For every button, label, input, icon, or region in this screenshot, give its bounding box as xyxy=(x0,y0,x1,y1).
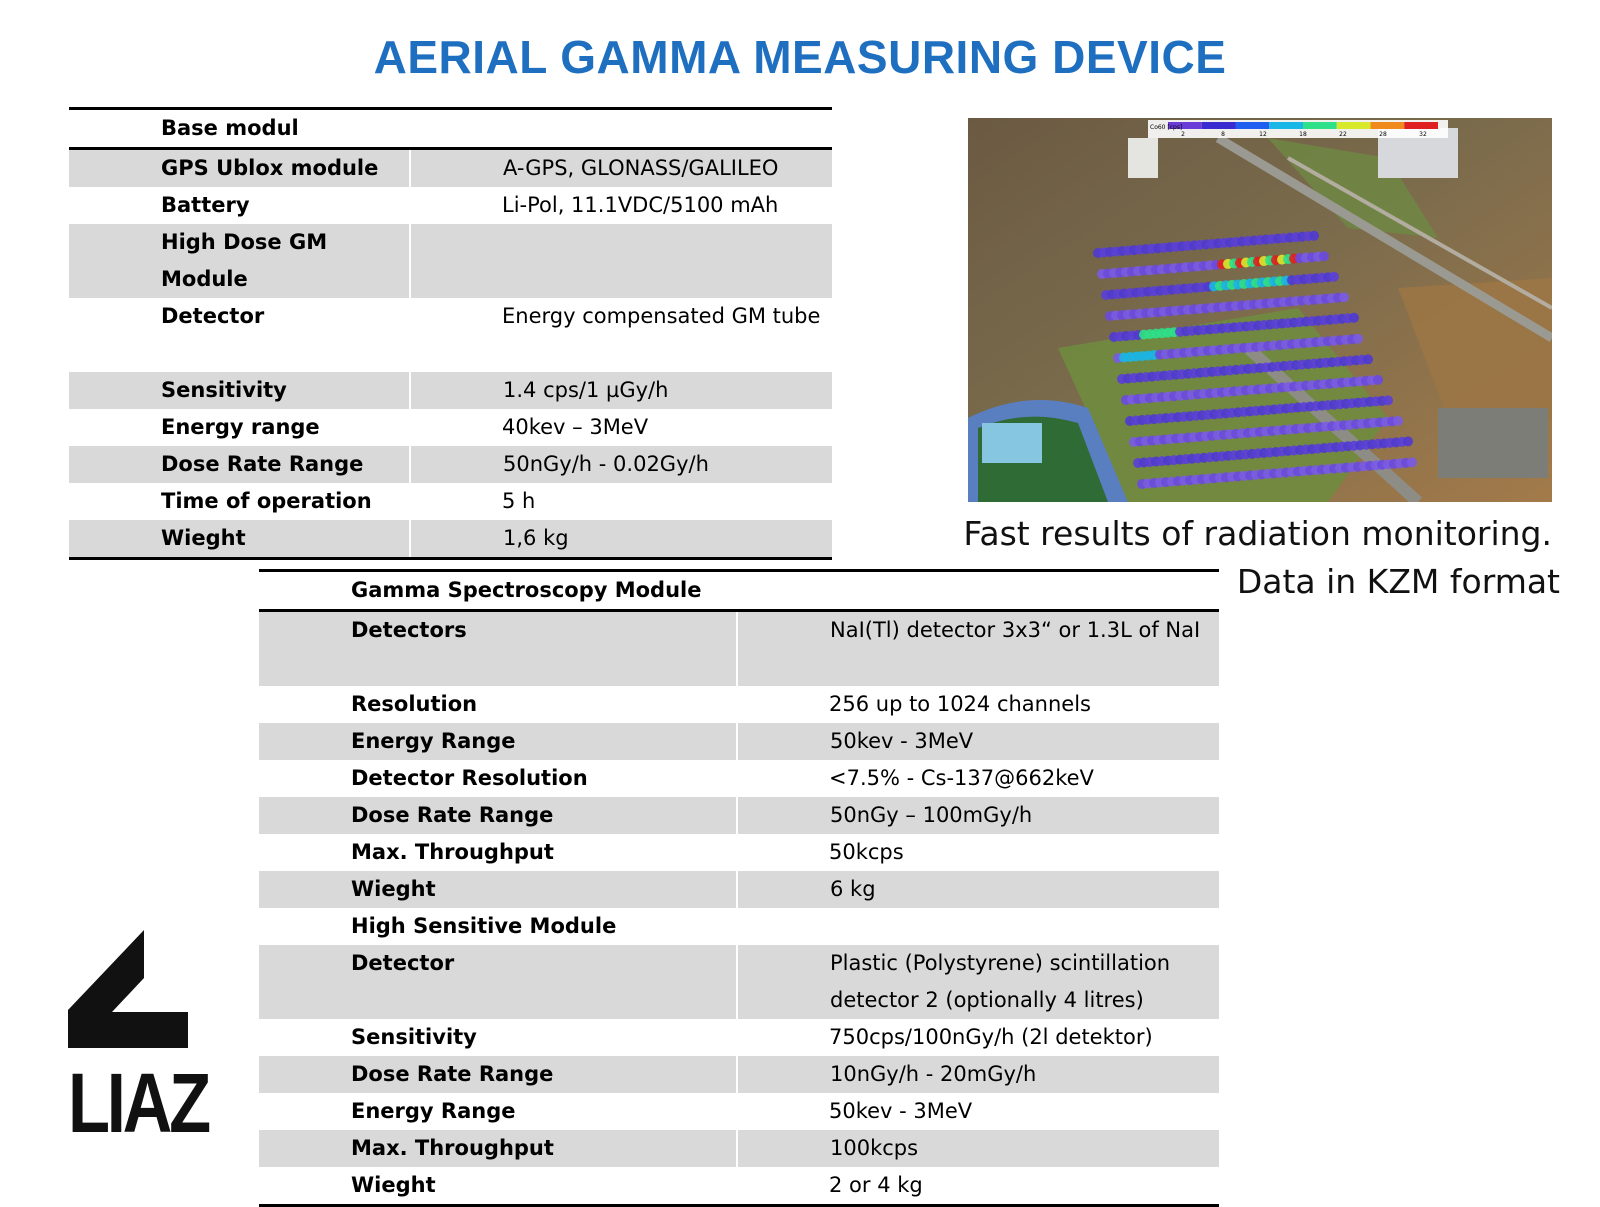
table-row xyxy=(259,797,1219,834)
base-module-header: Base modul xyxy=(69,109,832,149)
row-value: 50kev - 3MeV xyxy=(737,723,1219,760)
track-point xyxy=(1349,313,1359,323)
row-label: Detectors xyxy=(259,611,737,687)
row-label: Time of operation xyxy=(161,489,372,513)
row-label: Dose Rate Range xyxy=(259,1056,737,1093)
track-point xyxy=(1407,457,1417,467)
row-label: Max. Throughput xyxy=(259,1130,737,1167)
table-row xyxy=(69,520,832,559)
track-point xyxy=(1373,375,1383,385)
track-point xyxy=(1319,251,1329,261)
legend-swatch xyxy=(1269,122,1303,129)
row-value: Energy compensated GM tube xyxy=(502,304,821,328)
legend-tick-label: 8 xyxy=(1221,131,1225,138)
table-header-row xyxy=(259,571,1219,611)
legend-tick-label: 22 xyxy=(1339,131,1347,138)
row-value: 50nGy – 100mGy/h xyxy=(737,797,1219,834)
row-label: Detector xyxy=(161,304,265,328)
row-label: Energy Range xyxy=(351,1099,516,1123)
row-value: <7.5% - Cs-137@662keV xyxy=(829,766,1094,790)
table-row xyxy=(259,1093,1219,1130)
table-row xyxy=(259,760,1219,797)
row-value: 6 kg xyxy=(737,871,1219,908)
row-label: Dose Rate Range xyxy=(69,446,410,483)
row-label: GPS Ublox module xyxy=(69,149,410,188)
radiation-map-image xyxy=(968,118,1552,502)
table-row xyxy=(259,686,1219,723)
table-row xyxy=(259,834,1219,871)
row-label: Max. Throughput xyxy=(351,840,554,864)
row-label: High Dose GM Module xyxy=(69,224,410,298)
page-title: AERIAL GAMMA MEASURING DEVICE xyxy=(373,31,1227,83)
row-value: 10nGy/h - 20mGy/h xyxy=(737,1056,1219,1093)
row-label: Sensitivity xyxy=(69,372,410,409)
table-row xyxy=(69,446,832,483)
row-value: 40kev – 3MeV xyxy=(502,415,649,439)
row-label: Energy range xyxy=(161,415,320,439)
row-label: Energy Range xyxy=(259,723,737,760)
table-row xyxy=(259,1056,1219,1093)
logo-mark-icon xyxy=(68,930,198,1050)
table-row xyxy=(259,945,1219,1019)
table-header-row xyxy=(69,109,832,149)
table-row xyxy=(259,1019,1219,1056)
high-sensitive-module-header: High Sensitive Module xyxy=(351,914,617,938)
track-point xyxy=(1329,272,1339,282)
track-point xyxy=(1363,354,1373,364)
row-value xyxy=(410,224,832,298)
row-value: 50kev - 3MeV xyxy=(829,1099,973,1123)
legend-tick-label: 12 xyxy=(1259,131,1267,138)
track-point xyxy=(1309,231,1319,241)
row-value: A-GPS, GLONASS/GALILEO xyxy=(410,149,832,188)
table-row xyxy=(69,149,832,188)
table-row xyxy=(69,187,832,224)
legend-tick-label: 28 xyxy=(1379,131,1387,138)
base-module-table xyxy=(69,107,832,560)
liaz-logo xyxy=(68,930,208,1150)
gamma-module-header: Gamma Spectroscopy Module xyxy=(259,571,1219,611)
table-row xyxy=(69,409,832,446)
gamma-spectroscopy-table xyxy=(259,569,1219,1207)
table-row xyxy=(259,723,1219,760)
track-point xyxy=(1383,395,1393,405)
row-label: Wieght xyxy=(351,1173,436,1197)
legend-title: Co60 [cps] xyxy=(1150,124,1183,131)
table-subheader-row xyxy=(259,908,1219,945)
row-label: Wieght xyxy=(259,871,737,908)
row-value: 50kcps xyxy=(829,840,904,864)
table-row xyxy=(69,483,832,520)
row-value: Plastic (Polystyrene) scintillation detector 2 (optionally 4 litres) xyxy=(737,945,1219,1019)
legend-swatch xyxy=(1202,122,1236,129)
table-row xyxy=(259,611,1219,687)
legend-tick-label: 18 xyxy=(1299,131,1307,138)
row-label: Wieght xyxy=(69,520,410,559)
row-label: Battery xyxy=(161,193,250,217)
legend-swatch xyxy=(1404,122,1438,129)
row-label: Dose Rate Range xyxy=(259,797,737,834)
row-value: 50nGy/h - 0.02Gy/h xyxy=(410,446,832,483)
legend-swatch xyxy=(1236,122,1270,129)
track-point xyxy=(1353,334,1363,344)
row-value: NaI(Tl) detector 3x3“ or 1.3L of NaI xyxy=(737,611,1219,687)
row-label: Sensitivity xyxy=(351,1025,477,1049)
row-label: Detector xyxy=(259,945,737,1019)
table-row xyxy=(259,871,1219,908)
row-label: Resolution xyxy=(351,692,478,716)
legend-swatch xyxy=(1337,122,1371,129)
track-point xyxy=(1393,416,1403,426)
row-value: 5 h xyxy=(502,489,536,513)
legend-tick-label: 2 xyxy=(1181,131,1185,138)
track-point xyxy=(1403,436,1413,446)
table-row xyxy=(69,372,832,409)
row-value: 256 up to 1024 channels xyxy=(829,692,1091,716)
caption-line-1: Fast results of radiation monitoring. xyxy=(963,514,1552,553)
table-row xyxy=(69,298,832,372)
table-row xyxy=(259,1130,1219,1167)
logo-text: LIAZ xyxy=(68,1056,208,1150)
row-value: 750cps/100nGy/h (2l detektor) xyxy=(829,1025,1153,1049)
row-value: Li-Pol, 11.1VDC/5100 mAh xyxy=(502,193,779,217)
track-point xyxy=(1339,292,1349,302)
row-label: Detector Resolution xyxy=(351,766,588,790)
row-value: 1.4 cps/1 µGy/h xyxy=(410,372,832,409)
legend-swatch xyxy=(1303,122,1337,129)
legend-swatch xyxy=(1371,122,1405,129)
legend-tick-label: 32 xyxy=(1419,131,1427,138)
row-value: 2 or 4 kg xyxy=(829,1173,923,1197)
caption-line-2: Data in KZM format xyxy=(1236,562,1560,601)
row-value: 1,6 kg xyxy=(410,520,832,559)
table-row xyxy=(69,224,832,298)
row-value: 100kcps xyxy=(737,1130,1219,1167)
